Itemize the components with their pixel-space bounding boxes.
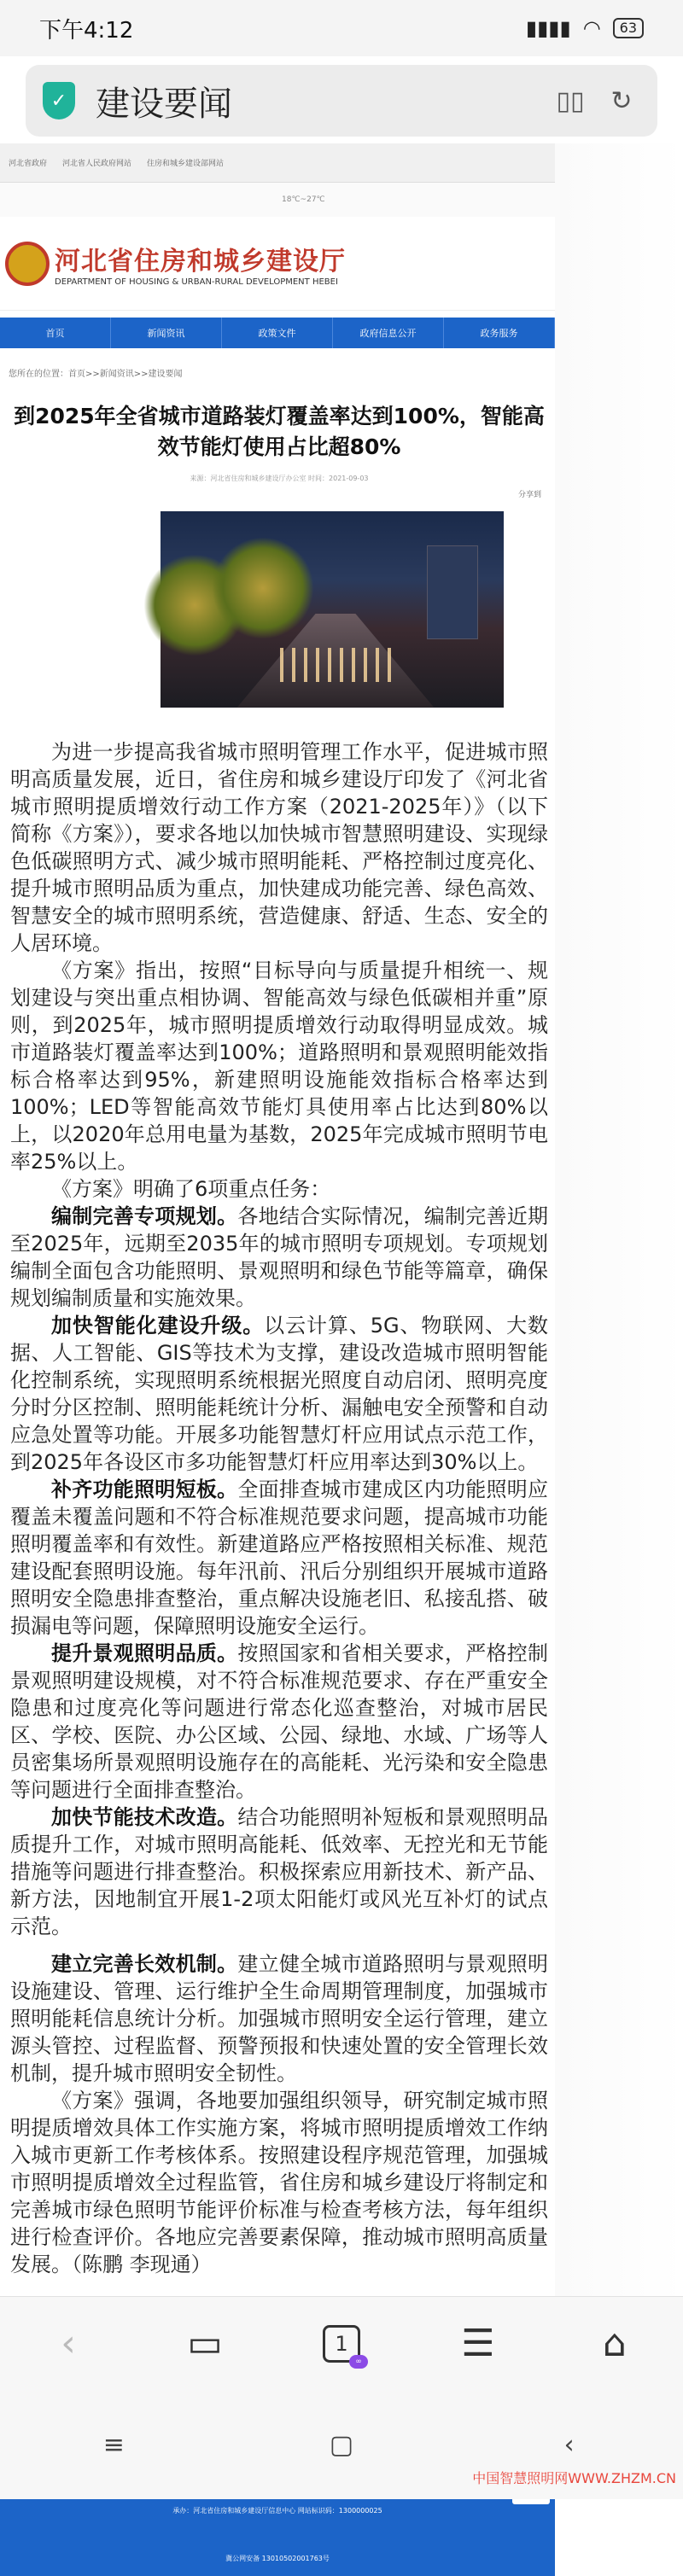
nav-item-home[interactable]: 首页: [0, 318, 111, 348]
refresh-icon[interactable]: ↻: [610, 85, 633, 116]
menu-icon[interactable]: ☰: [461, 2322, 495, 2365]
article-paragraph: 《方案》指出，按照“目标导向与质量提升相统一、规划建设与突出重点相协调、智能高效与绿色低碳相并重”原则，到2025年，城市照明提质增效行动取得明显成效。城市道路装灯覆盖率达到100%；道路照明和景观照明能效指标合格率达到95%，新建照明设施能效指标合格率达到100%；LED等智能高效节能灯具使用率占比达到80%以上，以2020年总用电量为基数，2025年完成城市照明节电率25%以上。: [10, 958, 548, 1174]
signal-icon: ▮▮▮▮: [525, 16, 571, 40]
article-paragraph: 加快智能化建设升级。以云计算、5G、物联网、大数据、人工智能、GIS等技术为支撑，建设改造城市照明智能化控制系统，实现照明系统根据光照度自动启闭、照明亮度分时分区控制、照明能耗统计分析、漏触电安全预警和自动应急处置等功能。开展多功能智慧灯杆应用试点示范工作，到2025年各设区市多功能智慧灯杆应用率达到30%以上。: [10, 1313, 548, 1474]
page-margin: [555, 143, 683, 2303]
browser-address-bar[interactable]: [26, 65, 657, 137]
shield-icon[interactable]: ✓: [43, 82, 75, 119]
article-paragraph: 《方案》明确了6项重点任务：: [51, 1176, 331, 1201]
site-banner: [0, 217, 555, 311]
article-paragraph: 建立完善长效机制。建立健全城市道路照明与景观照明设施建设、管理、运行维护全生命周期管理制度，加强城市照明能耗信息统计分析。加强城市照明安全运行管理，建立源头管控、过程监督、预警预报和快速处置的安全管理长效机制，提升城市照明安全韧性。: [10, 1951, 549, 2085]
nav-item-policy[interactable]: 政策文件: [222, 318, 333, 348]
nav-item-services[interactable]: 政务服务: [444, 318, 555, 348]
article: [10, 401, 548, 2421]
tabs-button[interactable]: [312, 2314, 371, 2374]
tab-badge: ∞: [349, 2355, 368, 2369]
article-paragraph: 《方案》强调，各地要加强组织领导，研究制定城市照明提质增效具体工作实施方案，将城市照明提质增效工作纳入城市更新工作考核体系。按照建设程序规范管理，加强城市照明提质增效全过程监管，省住房和城乡建设厅将制定和完善城市绿色照明节能评价标准与检查考核方法，每年组织进行检查评价。各地应完善要素保障，推动城市照明高质量发展。（陈鹏 李现通）: [10, 2088, 548, 2276]
national-emblem-icon: [5, 242, 50, 286]
top-link[interactable]: 住房和城乡建设部网站: [147, 160, 225, 168]
article-paragraph: 为进一步提高我省城市照明管理工作水平，促进城市照明高质量发展，近日，省住房和城乡建设厅印发了《河北省城市照明提质增效行动工作方案（2021-2025年）》（以下简称《方案》），要求各地以加快城市智慧照明建设、实现绿色低碳照明方式、减少城市照明能耗、严格控制过度亮化、提升城市照明品质为重点，加快建成功能完善、绿色高效、智慧安全的城市照明系统，营造健康、舒适、生态、安全的人居环境。: [10, 739, 548, 955]
back-icon[interactable]: ‹: [61, 2322, 76, 2365]
tabs-icon: 1: [323, 2325, 360, 2363]
photo-tree: [212, 537, 314, 639]
wifi-icon: ◠: [582, 16, 601, 40]
weather-text: 18℃~27℃: [282, 195, 325, 204]
status-time: 下午4:12: [39, 17, 134, 44]
status-bar: [0, 0, 683, 56]
system-home-icon[interactable]: ▢: [329, 2429, 354, 2460]
recent-apps-icon[interactable]: ≡: [102, 2429, 125, 2460]
status-icons: [526, 16, 644, 40]
nav-item-news[interactable]: 新闻资讯: [111, 318, 222, 348]
breadcrumb[interactable]: 您所在的位置：首页>>新闻资讯>>建设要闻: [9, 369, 183, 379]
top-link[interactable]: 河北省政府: [9, 160, 48, 168]
article-meta: 来源：河北省住房和城乡建设厅办公室 时间：2021-09-03: [190, 474, 369, 482]
page-title[interactable]: 建设要闻: [96, 84, 232, 124]
footer-record[interactable]: 冀公网安备 13010502001763号: [0, 2542, 555, 2576]
system-back-icon[interactable]: ‹: [563, 2429, 575, 2460]
article-paragraph: 编制完善专项规划。各地结合实际情况，编制完善近期至2025年，远期至2035年的城市照明专项规划。专项规划编制全面包含功能照明、景观照明和绿色节能等篇章，确保规划编制质量和实施效果。: [10, 1203, 549, 1310]
battery-icon: 63: [613, 18, 644, 38]
footer-line: 承办：河北省住房和城乡建设厅信息中心 网站标识码：1300000025: [172, 2507, 382, 2515]
top-link[interactable]: 河北省人民政府网站: [62, 160, 132, 168]
weather-strip: [0, 183, 555, 217]
article-paragraph: 补齐功能照明短板。全面排查城市建成区内功能照明应覆盖未覆盖问题和不符合标准规范要求问题，提高城市功能照明覆盖率和有效性。新建道路应严格按照相关标准、规范建设配套照明设施。每年汛前、汛后分别组织开展城市道路照明安全隐患排查整治，重点解决设施老旧、私接乱搭、破损漏电等问题，保障照明设施安全运行。: [10, 1477, 549, 1638]
article-paragraph: 提升景观照明品质。按照国家和省相关要求，严格控制景观照明建设规模，对不符合标准规范要求、存在严重安全隐患和过度亮化等问题进行常态化巡查整治，对城市居民区、学校、医院、办公区域、公园、绿地、水域、广场等人员密集场所景观照明设施存在的高能耗、光污染和安全隐患等问题进行全面排查整治。: [10, 1641, 549, 1802]
article-paragraph: 加快节能技术改造。结合功能照明补短板和景观照明品质提升工作，对城市照明高能耗、低效率、无控光和无节能措施等问题进行排查整治。积极探索应用新技术、新产品、新方法，因地制宜开展1-2项太阳能灯或风光互补灯的试点示范。: [10, 1804, 549, 1938]
photo-building: [427, 545, 478, 639]
system-nav-bar: [0, 2390, 683, 2499]
watermark-text: 中国智慧照明网WWW.ZHZM.CN: [472, 2470, 676, 2486]
web-page: [0, 143, 555, 2576]
site-nav: [0, 318, 555, 348]
share-link[interactable]: 分享到: [517, 490, 541, 499]
photo-car-lights: [280, 648, 400, 682]
article-title: 到2025年全省城市道路装灯覆盖率达到100%，智能高效节能灯使用占比超80%: [14, 404, 545, 460]
bookmarks-icon[interactable]: ▭: [187, 2322, 223, 2365]
article-body: [10, 738, 548, 2278]
article-photo: [161, 511, 504, 708]
site-name: 河北省住房和城乡建设厅: [55, 247, 346, 277]
book-open-icon[interactable]: ▯▯: [556, 85, 585, 116]
browser-toolbar: [0, 2296, 683, 2390]
home-icon[interactable]: ⌂: [603, 2322, 627, 2365]
top-link-strip: [0, 143, 555, 183]
nav-item-disclosure[interactable]: 政府信息公开: [333, 318, 444, 348]
site-name-en: DEPARTMENT OF HOUSING & URBAN-RURAL DEVELOPMENT HEBEI: [55, 277, 338, 287]
